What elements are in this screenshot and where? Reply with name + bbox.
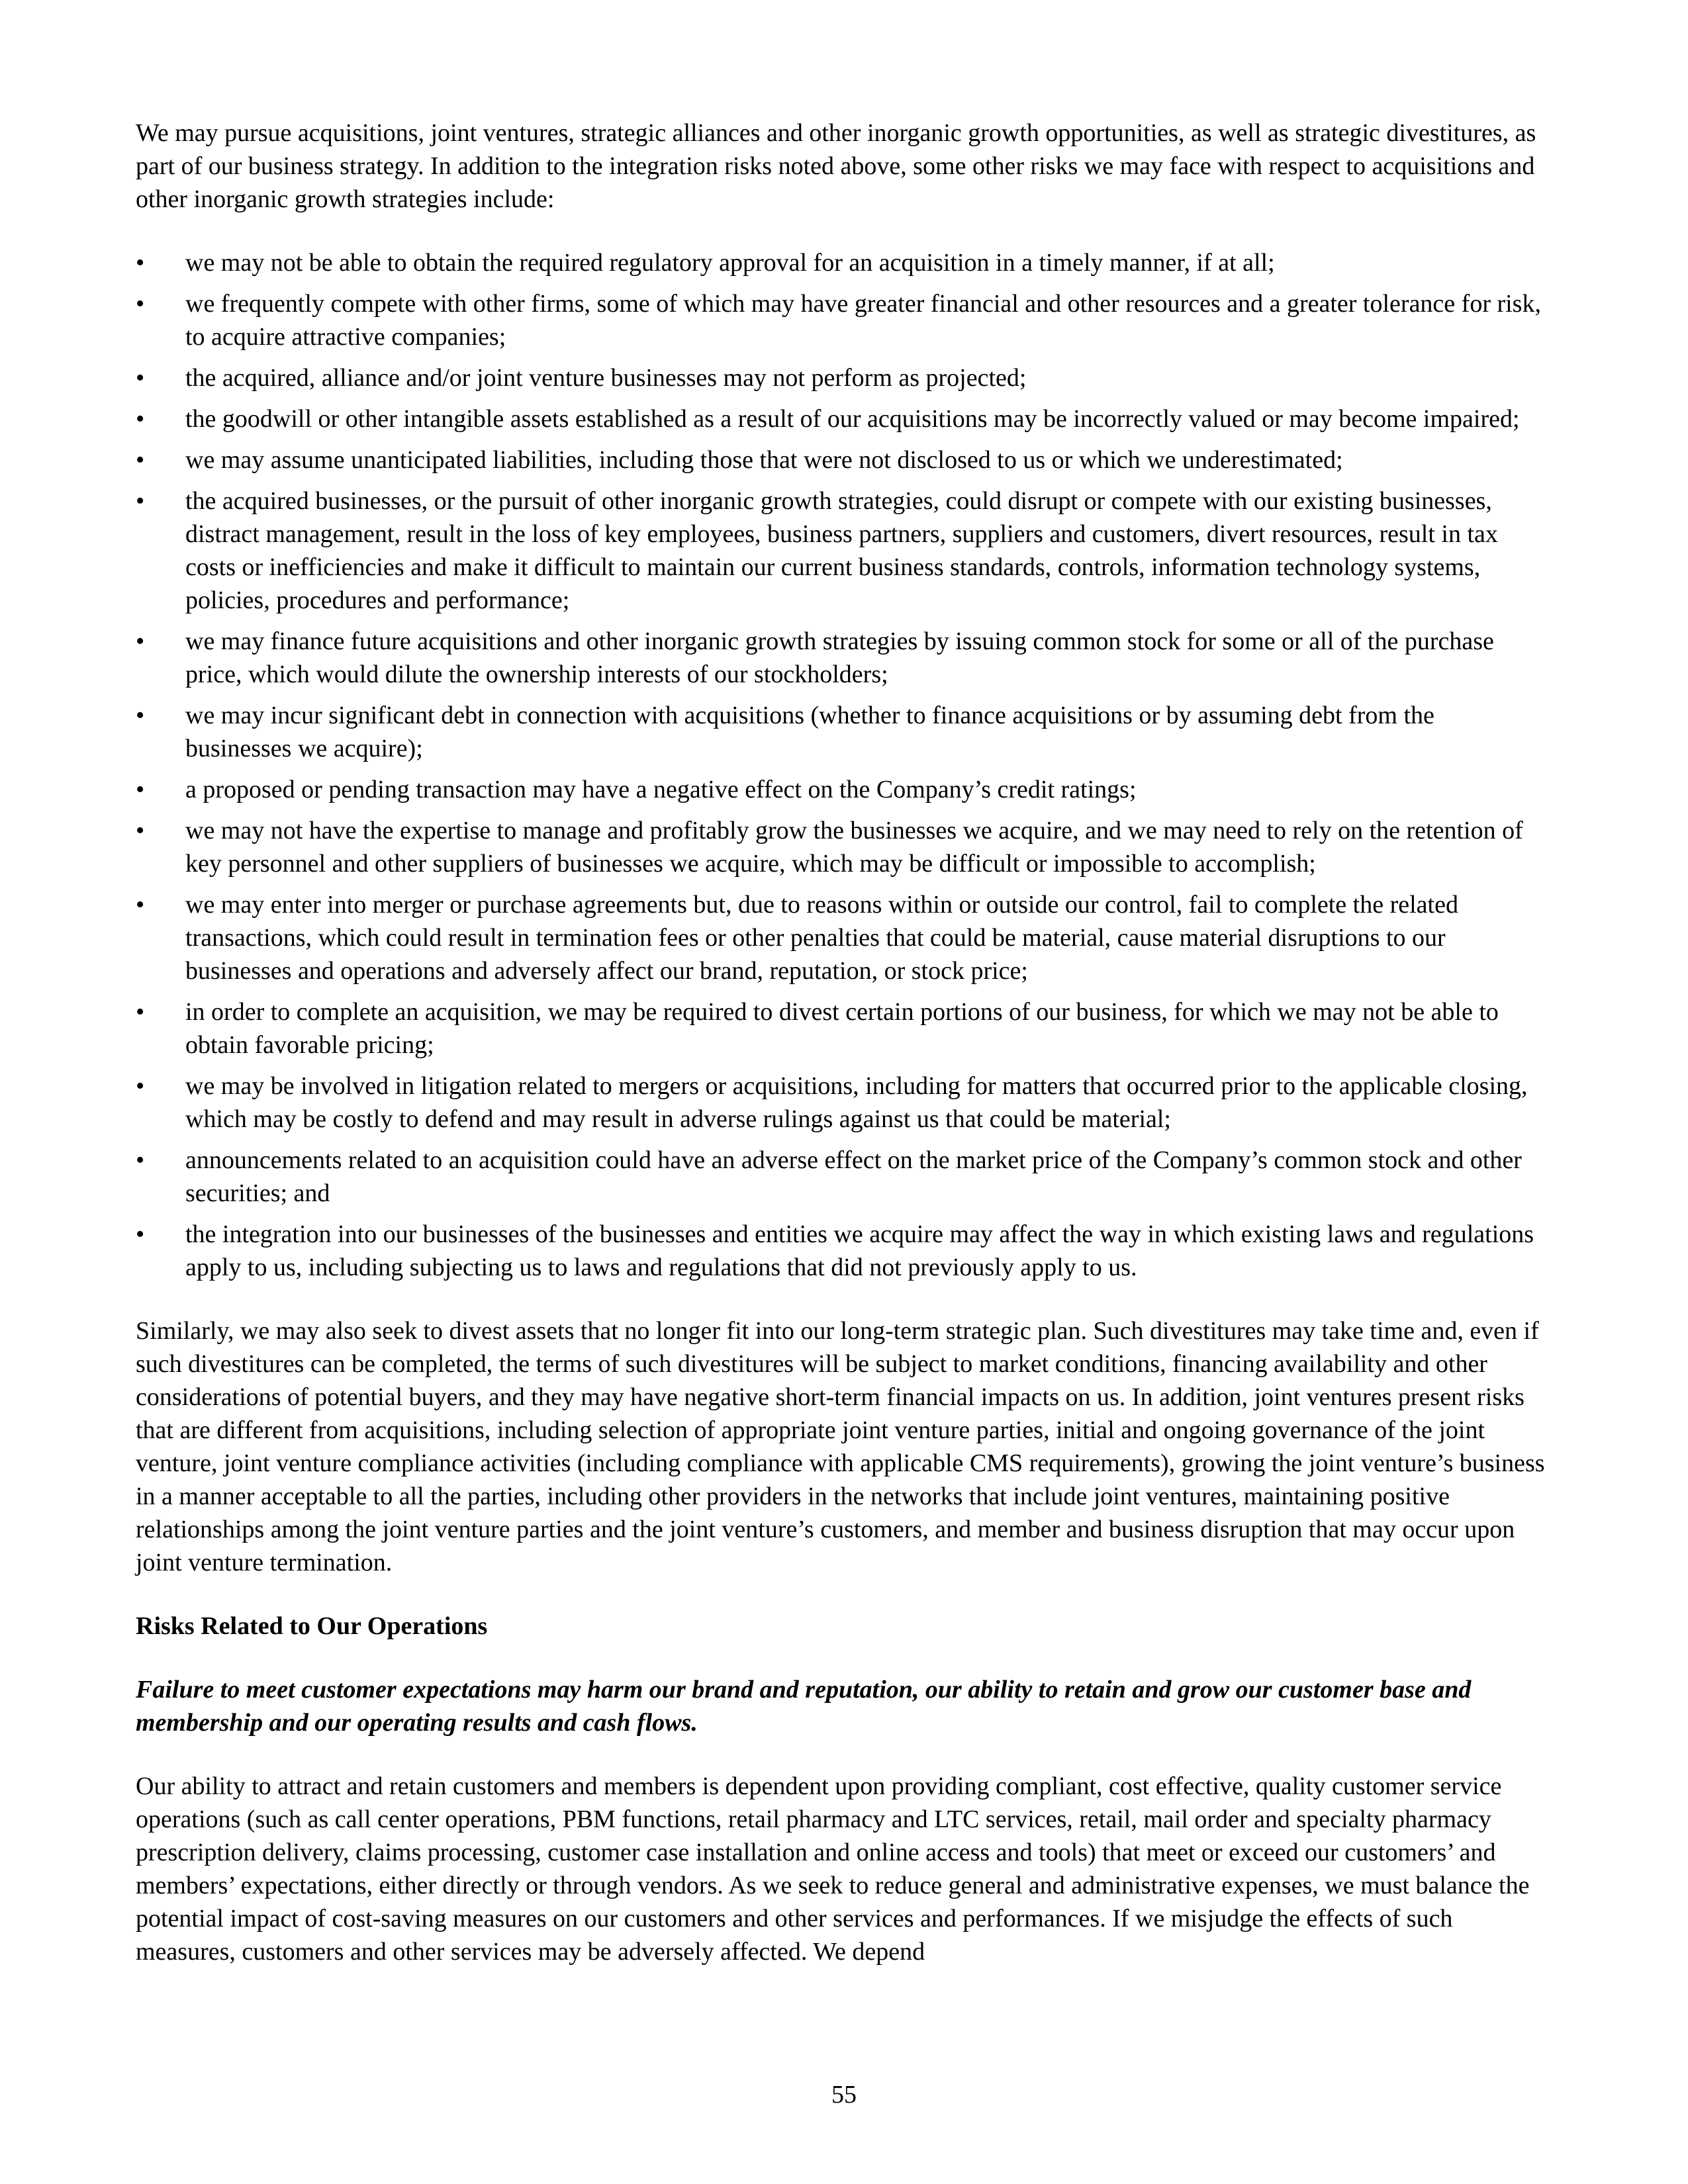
list-item-text: we may not be able to obtain the required regulatory approval for an acquisition in a timely manner, if at all;	[185, 249, 1275, 277]
list-item-text: in order to complete an acquisition, we may be required to divest certain portions of our business, for which we may not be able to obtain favorable pricing;	[185, 998, 1499, 1059]
list-item	[136, 287, 1546, 353]
list-item-text: we may incur significant debt in connection with acquisitions (whether to finance acquisitions or by assuming debt from the businesses we acquire);	[185, 702, 1434, 762]
list-item	[136, 1218, 1546, 1284]
intro-paragraph: We may pursue acquisitions, joint ventures, strategic alliances and other inorganic growth opportunities, as well as strategic divestitures, as part of our business strategy. In addition to the integration risks noted above, some other risks we may face with respect to acquisitions and other inorganic growth strategies include:	[136, 119, 1536, 213]
list-item	[136, 443, 1546, 477]
bullet-glyph: •	[136, 405, 145, 433]
section-heading: Risks Related to Our Operations	[136, 1612, 488, 1640]
list-item-text: the acquired, alliance and/or joint venture businesses may not perform as projected;	[185, 364, 1027, 392]
bullet-glyph: •	[136, 702, 145, 729]
list-item	[136, 814, 1546, 880]
customer-expectations-paragraph: Our ability to attract and retain customers and members is dependent upon providing compliant, cost effective, quality customer service operations (such as call center operations, PBM functions, retail pharmacy and LTC services, retail, mail order and specialty pharmacy prescription delivery, claims processing, customer case installation and online access and tools) that meet or exceed our customers’ and members’ expectations, either directly or through vendors. As we seek to reduce general and administrative expenses, we must balance the potential impact of cost-saving measures on our customers and other services and performances. If we misjudge the effects of such measures, customers and other services may be adversely affected. We depend	[136, 1772, 1530, 1966]
bullet-glyph: •	[136, 290, 145, 318]
list-item-text: we may assume unanticipated liabilities, including those that were not disclosed to us or which we underestimated;	[185, 446, 1343, 474]
list-item-text: we may finance future acquisitions and other inorganic growth strategies by issuing common stock for some or all of the purchase price, which would dilute the ownership interests of our stockholders;	[185, 627, 1494, 688]
list-item	[136, 402, 1546, 435]
list-item	[136, 773, 1546, 806]
divestitures-paragraph: Similarly, we may also seek to divest assets that no longer fit into our long-term strategic plan. Such divestitures may take time and, even if such divestitures can be completed, the terms of such divestitures will be subject to market conditions, financing availability and other considerations of potential buyers, and they may have negative short-term financial impacts on us. In addition, joint ventures present risks that are different from acquisitions, including selection of appropriate joint venture parties, initial and ongoing governance of the joint venture, joint venture compliance activities (including compliance with applicable CMS requirements), growing the joint venture’s business in a manner acceptable to all the parties, including other providers in the networks that include joint ventures, maintaining positive relationships among the joint venture parties and the joint venture’s customers, and member and business disruption that may occur upon joint venture termination.	[136, 1317, 1545, 1576]
list-item-text: the integration into our businesses of the businesses and entities we acquire may affect the way in which existing laws and regulations apply to us, including subjecting us to laws and regulations that did not previously apply to us.	[185, 1220, 1534, 1281]
list-item-text: announcements related to an acquisition could have an adverse effect on the market price of the Company’s common stock and other securities; and	[185, 1146, 1522, 1207]
bullet-glyph: •	[136, 627, 145, 655]
list-item	[136, 246, 1546, 279]
bullet-glyph: •	[136, 776, 145, 803]
bullet-glyph: •	[136, 249, 145, 277]
bullet-glyph: •	[136, 998, 145, 1026]
acquisition-risks-list	[136, 246, 1546, 1284]
bullet-glyph: •	[136, 891, 145, 919]
list-item	[136, 1144, 1546, 1210]
list-item	[136, 1069, 1546, 1136]
list-item	[136, 699, 1546, 765]
list-item	[136, 361, 1546, 394]
bullet-glyph: •	[136, 1072, 145, 1100]
list-item-text: we frequently compete with other firms, some of which may have greater financial and other resources and a greater tolerance for risk, to acquire attractive companies;	[185, 290, 1541, 351]
page-content	[136, 116, 1546, 1968]
bullet-glyph: •	[136, 1220, 145, 1248]
bullet-glyph: •	[136, 1146, 145, 1174]
bullet-glyph: •	[136, 446, 145, 474]
list-item-text: a proposed or pending transaction may have a negative effect on the Company’s credit ratings;	[185, 776, 1137, 803]
bullet-glyph: •	[136, 487, 145, 515]
risk-factor-heading: Failure to meet customer expectations may harm our brand and reputation, our ability to retain and grow our customer base and membership and our operating results and cash flows.	[136, 1676, 1472, 1737]
list-item-text: we may be involved in litigation related to mergers or acquisitions, including for matters that occurred prior to the applicable closing, which may be costly to defend and may result in adverse rulings against us that could be material;	[185, 1072, 1528, 1133]
bullet-glyph: •	[136, 364, 145, 392]
list-item	[136, 484, 1546, 617]
list-item	[136, 995, 1546, 1062]
list-item	[136, 888, 1546, 987]
list-item-text: we may enter into merger or purchase agreements but, due to reasons within or outside our control, fail to complete the related transactions, which could result in termination fees or other penalties that could be material, cause material disruptions to our businesses and operations and adversely affect our brand, reputation, or stock price;	[185, 891, 1458, 985]
page-number: 55	[831, 2081, 857, 2109]
list-item-text: the goodwill or other intangible assets established as a result of our acquisitions may be incorrectly valued or may become impaired;	[185, 405, 1520, 433]
list-item-text: the acquired businesses, or the pursuit of other inorganic growth strategies, could disrupt or compete with our existing businesses, distract management, result in the loss of key employees, business partners, suppliers and customers, divert resources, result in tax costs or inefficiencies and make it difficult to maintain our current business standards, controls, information technology systems, policies, procedures and performance;	[185, 487, 1498, 614]
list-item-text: we may not have the expertise to manage and profitably grow the businesses we acquire, and we may need to rely on the retention of key personnel and other suppliers of businesses we acquire, which may be difficult or impossible to accomplish;	[185, 817, 1523, 878]
bullet-glyph: •	[136, 817, 145, 844]
list-item	[136, 625, 1546, 691]
